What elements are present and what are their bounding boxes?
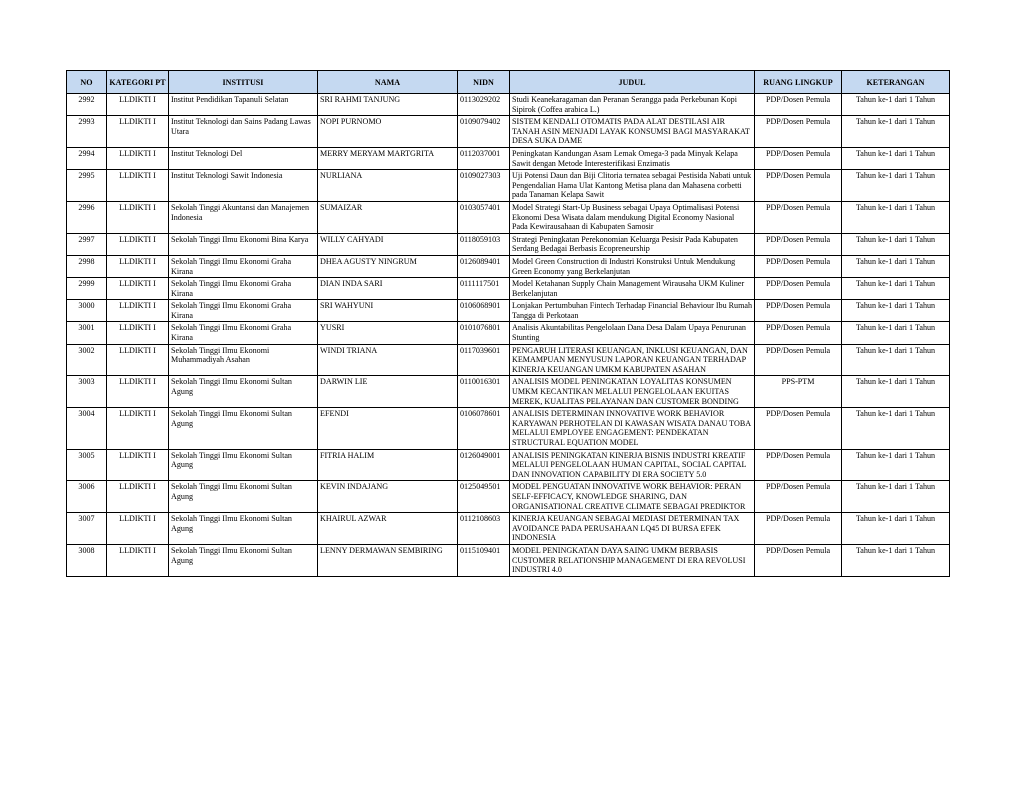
cell-kategori-pt: LLDIKTI I xyxy=(107,300,169,322)
cell-ruang-lingkup: PDP/Dosen Pemula xyxy=(755,233,842,255)
cell-nidn: 0106068901 xyxy=(458,300,510,322)
table-row xyxy=(67,513,950,545)
cell-institusi: Sekolah Tinggi Akuntansi dan Manajemen Indonesia xyxy=(169,201,318,233)
cell-keterangan: Tahun ke-1 dari 1 Tahun xyxy=(842,376,950,408)
cell-nama: YUSRI xyxy=(318,322,458,344)
table-row xyxy=(67,449,950,481)
header-nidn: NIDN xyxy=(458,71,510,94)
cell-judul: ANALISIS DETERMINAN INNOVATIVE WORK BEHAVIOR KARYAWAN PERHOTELAN DI KAWASAN WISATA DANAU TOBA MELALUI EMPLOYEE ENGAGEMENT: PENDEKATAN STRUCTURAL EQUATION MODEL xyxy=(510,408,755,449)
cell-nama: DIAN INDA SARI xyxy=(318,278,458,300)
cell-nidn: 0112108603 xyxy=(458,513,510,545)
cell-judul: ANALISIS PENINGKATAN KINERJA BISNIS INDUSTRI KREATIF MELALUI PENGELOLAAN HUMAN CAPITAL, SOCIAL CAPITAL DAN INNOVATION CAPABILITY DI ERA SOCIETY 5.0 xyxy=(510,449,755,481)
cell-nidn: 0101076801 xyxy=(458,322,510,344)
header-kategori-pt: KATEGORI PT xyxy=(107,71,169,94)
header-ruang-lingkup: RUANG LINGKUP xyxy=(755,71,842,94)
cell-nama: WILLY CAHYADI xyxy=(318,233,458,255)
cell-institusi: Institut Teknologi Del xyxy=(169,147,318,169)
cell-judul: MODEL PENGUATAN INNOVATIVE WORK BEHAVIOR: PERAN SELF-EFFICACY, KNOWLEDGE SHARING, DAN ORGANISATIONAL CREATIVE CLIMATE SEBAGAI PREDIKTOR xyxy=(510,481,755,513)
cell-judul: Uji Potensi Daun dan Biji Clitoria ternatea sebagai Pestisida Nabati untuk Pengendalian Hama Ulat Kantong Metisa plana dan Mahasena corbetti pada Tanaman Kelapa Sawit xyxy=(510,170,755,202)
cell-no: 3004 xyxy=(67,408,107,449)
table-row xyxy=(67,201,950,233)
table-row xyxy=(67,481,950,513)
cell-judul: PENGARUH LITERASI KEUANGAN, INKLUSI KEUANGAN, DAN KEMAMPUAN MENYUSUN LAPORAN KEUANGAN TERHADAP KINERJA KEUANGAN UMKM KABUPATEN ASAHAN xyxy=(510,344,755,376)
cell-no: 2995 xyxy=(67,170,107,202)
cell-nama: NURLIANA xyxy=(318,170,458,202)
cell-ruang-lingkup: PDP/Dosen Pemula xyxy=(755,255,842,277)
cell-kategori-pt: LLDIKTI I xyxy=(107,449,169,481)
header-judul: JUDUL xyxy=(510,71,755,94)
cell-keterangan: Tahun ke-1 dari 1 Tahun xyxy=(842,322,950,344)
cell-no: 3005 xyxy=(67,449,107,481)
cell-ruang-lingkup: PDP/Dosen Pemula xyxy=(755,94,842,116)
cell-kategori-pt: LLDIKTI I xyxy=(107,513,169,545)
cell-institusi: Sekolah Tinggi Ilmu Ekonomi Graha Kirana xyxy=(169,255,318,277)
cell-judul: Strategi Peningkatan Perekonomian Keluarga Pesisir Pada Kabupaten Serdang Bedagai Berbasis Ecopreneurship xyxy=(510,233,755,255)
cell-ruang-lingkup: PDP/Dosen Pemula xyxy=(755,300,842,322)
cell-nidn: 0110016301 xyxy=(458,376,510,408)
cell-institusi: Institut Teknologi Sawit Indonesia xyxy=(169,170,318,202)
cell-keterangan: Tahun ke-1 dari 1 Tahun xyxy=(842,513,950,545)
cell-nama: FITRIA HALIM xyxy=(318,449,458,481)
cell-ruang-lingkup: PDP/Dosen Pemula xyxy=(755,201,842,233)
cell-nidn: 0106078601 xyxy=(458,408,510,449)
cell-judul: Lonjakan Pertumbuhan Fintech Terhadap Financial Behaviour Ibu Rumah Tangga di Perkotaan xyxy=(510,300,755,322)
table-row xyxy=(67,344,950,376)
cell-judul: ANALISIS MODEL PENINGKATAN LOYALITAS KONSUMEN UMKM KECANTIKAN MELALUI PENGELOLAAN EKUITAS MEREK, KUALITAS PELAYANAN DAN CUSTOMER BONDING xyxy=(510,376,755,408)
cell-nidn: 0125049501 xyxy=(458,481,510,513)
cell-keterangan: Tahun ke-1 dari 1 Tahun xyxy=(842,408,950,449)
cell-nidn: 0103057401 xyxy=(458,201,510,233)
cell-nidn: 0113029202 xyxy=(458,94,510,116)
cell-judul: SISTEM KENDALI OTOMATIS PADA ALAT DESTILASI AIR TANAH ASIN MENJADI LAYAK KONSUMSI BAGI MASYARAKAT DESA SUKA DAME xyxy=(510,116,755,148)
table-row xyxy=(67,116,950,148)
cell-no: 3001 xyxy=(67,322,107,344)
cell-no: 3007 xyxy=(67,513,107,545)
cell-nama: DARWIN LIE xyxy=(318,376,458,408)
cell-no: 2993 xyxy=(67,116,107,148)
header-no: NO xyxy=(67,71,107,94)
cell-no: 3002 xyxy=(67,344,107,376)
cell-ruang-lingkup: PDP/Dosen Pemula xyxy=(755,322,842,344)
header-keterangan: KETERANGAN xyxy=(842,71,950,94)
cell-keterangan: Tahun ke-1 dari 1 Tahun xyxy=(842,344,950,376)
cell-institusi: Sekolah Tinggi Ilmu Ekonomi Sultan Agung xyxy=(169,376,318,408)
header-nama: NAMA xyxy=(318,71,458,94)
cell-no: 3003 xyxy=(67,376,107,408)
cell-nidn: 0115109401 xyxy=(458,544,510,576)
cell-nama: LENNY DERMAWAN SEMBIRING xyxy=(318,544,458,576)
cell-ruang-lingkup: PDP/Dosen Pemula xyxy=(755,449,842,481)
cell-kategori-pt: LLDIKTI I xyxy=(107,322,169,344)
cell-kategori-pt: LLDIKTI I xyxy=(107,344,169,376)
table-header-row xyxy=(67,71,950,94)
table-row xyxy=(67,233,950,255)
cell-nama: MERRY MERYAM MARTGRITA xyxy=(318,147,458,169)
cell-keterangan: Tahun ke-1 dari 1 Tahun xyxy=(842,116,950,148)
table-row xyxy=(67,376,950,408)
cell-no: 2996 xyxy=(67,201,107,233)
cell-keterangan: Tahun ke-1 dari 1 Tahun xyxy=(842,201,950,233)
cell-ruang-lingkup: PDP/Dosen Pemula xyxy=(755,481,842,513)
cell-keterangan: Tahun ke-1 dari 1 Tahun xyxy=(842,300,950,322)
cell-institusi: Sekolah Tinggi Ilmu Ekonomi Bina Karya xyxy=(169,233,318,255)
cell-keterangan: Tahun ke-1 dari 1 Tahun xyxy=(842,255,950,277)
cell-institusi: Sekolah Tinggi Ilmu Ekonomi Graha Kirana xyxy=(169,278,318,300)
cell-institusi: Institut Teknologi dan Sains Padang Lawas Utara xyxy=(169,116,318,148)
cell-keterangan: Tahun ke-1 dari 1 Tahun xyxy=(842,147,950,169)
cell-no: 2999 xyxy=(67,278,107,300)
cell-no: 2997 xyxy=(67,233,107,255)
cell-ruang-lingkup: PDP/Dosen Pemula xyxy=(755,170,842,202)
cell-keterangan: Tahun ke-1 dari 1 Tahun xyxy=(842,481,950,513)
cell-nidn: 0126089401 xyxy=(458,255,510,277)
table-row xyxy=(67,408,950,449)
cell-nama: DHEA AGUSTY NINGRUM xyxy=(318,255,458,277)
cell-judul: Studi Keanekaragaman dan Peranan Serangga pada Perkebunan Kopi Sipirok (Coffea arabica L.) xyxy=(510,94,755,116)
table-row xyxy=(67,170,950,202)
cell-kategori-pt: LLDIKTI I xyxy=(107,233,169,255)
cell-nidn: 0109079402 xyxy=(458,116,510,148)
cell-judul: MODEL PENINGKATAN DAYA SAING UMKM BERBASIS CUSTOMER RELATIONSHIP MANAGEMENT DI ERA REVOLUSI INDUSTRI 4.0 xyxy=(510,544,755,576)
cell-kategori-pt: LLDIKTI I xyxy=(107,170,169,202)
cell-nama: KEVIN INDAJANG xyxy=(318,481,458,513)
cell-judul: Model Strategi Start-Up Business sebagai Upaya Optimalisasi Potensi Ekonomi Desa Wisata dalam mendukung Digital Economy Nasional Pada Kewirausahaan di Kabupaten Samosir xyxy=(510,201,755,233)
cell-judul: KINERJA KEUANGAN SEBAGAI MEDIASI DETERMINAN TAX AVOIDANCE PADA PERUSAHAAN LQ45 DI BURSA EFEK INDONESIA xyxy=(510,513,755,545)
cell-ruang-lingkup: PDP/Dosen Pemula xyxy=(755,116,842,148)
cell-ruang-lingkup: PDP/Dosen Pemula xyxy=(755,408,842,449)
cell-ruang-lingkup: PDP/Dosen Pemula xyxy=(755,278,842,300)
cell-kategori-pt: LLDIKTI I xyxy=(107,481,169,513)
cell-judul: Model Ketahanan Supply Chain Management Wirausaha UKM Kuliner Berkelanjutan xyxy=(510,278,755,300)
cell-kategori-pt: LLDIKTI I xyxy=(107,255,169,277)
cell-no: 2994 xyxy=(67,147,107,169)
cell-kategori-pt: LLDIKTI I xyxy=(107,376,169,408)
cell-kategori-pt: LLDIKTI I xyxy=(107,408,169,449)
cell-keterangan: Tahun ke-1 dari 1 Tahun xyxy=(842,94,950,116)
cell-ruang-lingkup: PDP/Dosen Pemula xyxy=(755,147,842,169)
cell-ruang-lingkup: PDP/Dosen Pemula xyxy=(755,344,842,376)
table-row xyxy=(67,322,950,344)
table-row xyxy=(67,147,950,169)
cell-keterangan: Tahun ke-1 dari 1 Tahun xyxy=(842,278,950,300)
cell-nama: SRI WAHYUNI xyxy=(318,300,458,322)
cell-kategori-pt: LLDIKTI I xyxy=(107,201,169,233)
cell-institusi: Sekolah Tinggi Ilmu Ekonomi Sultan Agung xyxy=(169,481,318,513)
table-row xyxy=(67,300,950,322)
cell-keterangan: Tahun ke-1 dari 1 Tahun xyxy=(842,170,950,202)
cell-keterangan: Tahun ke-1 dari 1 Tahun xyxy=(842,449,950,481)
cell-judul: Peningkatan Kandungan Asam Lemak Omega-3 pada Minyak Kelapa Sawit dengan Metode Interesterifikasi Enzimatis xyxy=(510,147,755,169)
cell-nidn: 0109027303 xyxy=(458,170,510,202)
cell-nama: KHAIRUL AZWAR xyxy=(318,513,458,545)
cell-nama: EFENDI xyxy=(318,408,458,449)
cell-kategori-pt: LLDIKTI I xyxy=(107,147,169,169)
cell-institusi: Institut Pendidikan Tapanuli Selatan xyxy=(169,94,318,116)
table-row xyxy=(67,544,950,576)
cell-kategori-pt: LLDIKTI I xyxy=(107,544,169,576)
cell-nidn: 0117039601 xyxy=(458,344,510,376)
cell-no: 3006 xyxy=(67,481,107,513)
cell-ruang-lingkup: PDP/Dosen Pemula xyxy=(755,544,842,576)
cell-nama: NOPI PURNOMO xyxy=(318,116,458,148)
cell-nidn: 0118059103 xyxy=(458,233,510,255)
cell-no: 3008 xyxy=(67,544,107,576)
table-row xyxy=(67,278,950,300)
table-row xyxy=(67,94,950,116)
document-page xyxy=(66,70,949,577)
cell-keterangan: Tahun ke-1 dari 1 Tahun xyxy=(842,544,950,576)
header-institusi: INSTITUSI xyxy=(169,71,318,94)
cell-institusi: Sekolah Tinggi Ilmu Ekonomi Sultan Agung xyxy=(169,513,318,545)
cell-no: 2992 xyxy=(67,94,107,116)
cell-institusi: Sekolah Tinggi Ilmu Ekonomi Sultan Agung xyxy=(169,449,318,481)
cell-nama: WINDI TRIANA xyxy=(318,344,458,376)
research-grant-table xyxy=(66,70,950,577)
table-row xyxy=(67,255,950,277)
cell-judul: Analisis Akuntabilitas Pengelolaan Dana Desa Dalam Upaya Penurunan Stunting xyxy=(510,322,755,344)
cell-institusi: Sekolah Tinggi Ilmu Ekonomi Graha Kirana xyxy=(169,300,318,322)
cell-institusi: Sekolah Tinggi Ilmu Ekonomi Graha Kirana xyxy=(169,322,318,344)
cell-ruang-lingkup: PPS-PTM xyxy=(755,376,842,408)
cell-nidn: 0126049001 xyxy=(458,449,510,481)
cell-nidn: 0112037001 xyxy=(458,147,510,169)
cell-nama: SUMAIZAR xyxy=(318,201,458,233)
cell-judul: Model Green Construction di Industri Konstruksi Untuk Mendukung Green Economy yang Berkelanjutan xyxy=(510,255,755,277)
cell-kategori-pt: LLDIKTI I xyxy=(107,116,169,148)
cell-nidn: 0111117501 xyxy=(458,278,510,300)
cell-no: 2998 xyxy=(67,255,107,277)
cell-kategori-pt: LLDIKTI I xyxy=(107,278,169,300)
cell-institusi: Sekolah Tinggi Ilmu Ekonomi Sultan Agung xyxy=(169,408,318,449)
cell-no: 3000 xyxy=(67,300,107,322)
cell-nama: SRI RAHMI TANJUNG xyxy=(318,94,458,116)
cell-keterangan: Tahun ke-1 dari 1 Tahun xyxy=(842,233,950,255)
table-body xyxy=(67,94,950,577)
cell-kategori-pt: LLDIKTI I xyxy=(107,94,169,116)
cell-institusi: Sekolah Tinggi Ilmu Ekonomi Sultan Agung xyxy=(169,544,318,576)
cell-institusi: Sekolah Tinggi Ilmu Ekonomi Muhammadiyah Asahan xyxy=(169,344,318,376)
cell-ruang-lingkup: PDP/Dosen Pemula xyxy=(755,513,842,545)
